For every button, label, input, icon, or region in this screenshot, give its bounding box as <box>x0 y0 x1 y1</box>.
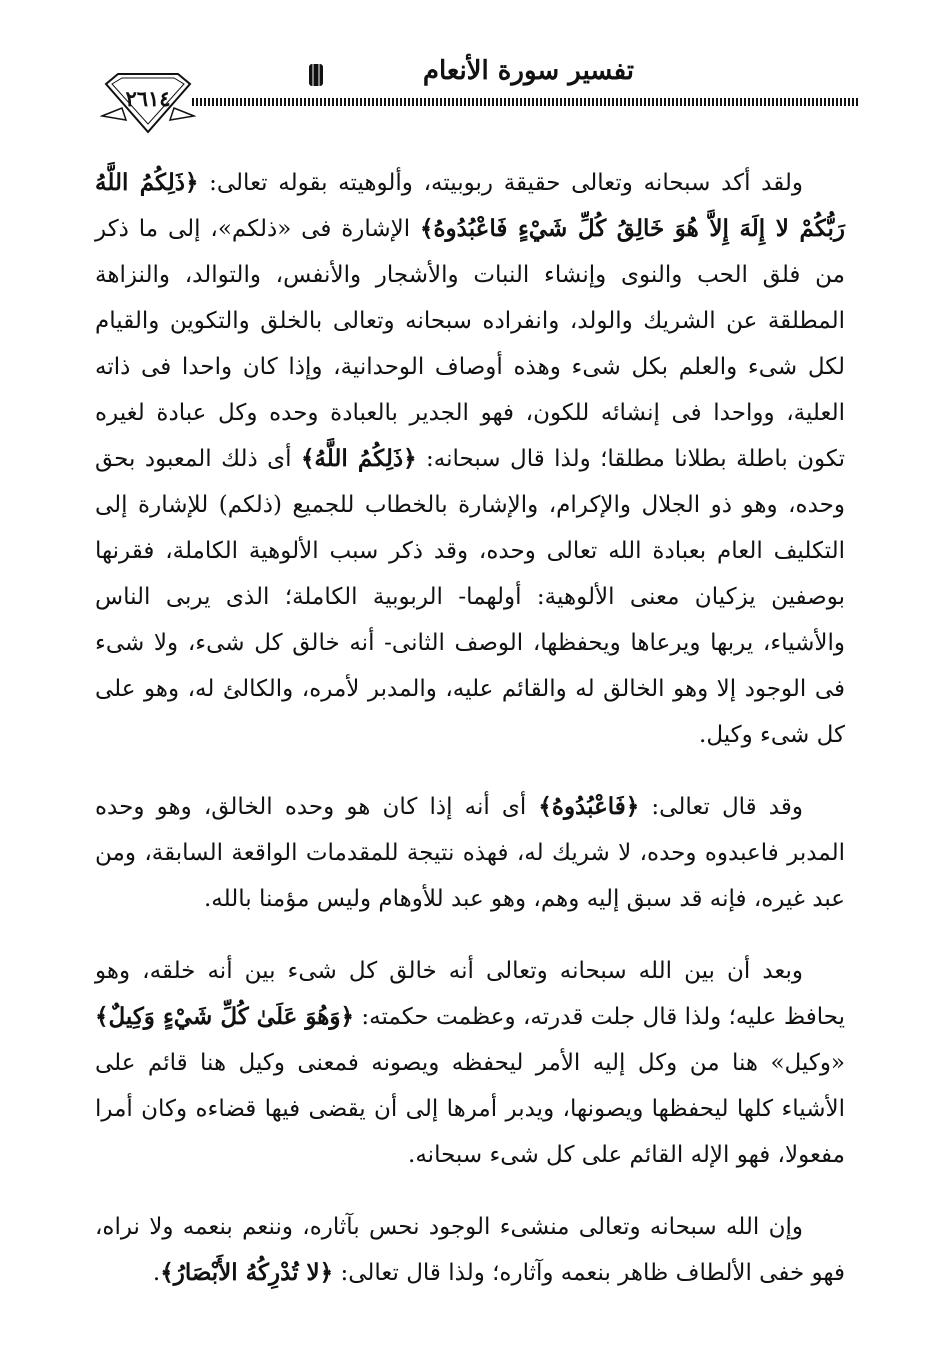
quran-verse: ﴿ذَلِكُمُ اللَّهُ﴾ <box>300 445 417 472</box>
body-text: أى أنه إذا كان هو وحده الخالق، وهو وحده المدبر فاعبدوه وحده، لا شريك له، فهذه نتيجة للمقدمات الواقعة السابقة، ومن عبد غيره، فإنه قد سبق إليه وهم، وهو عبد للأوهام وليس مؤمنا بالله. <box>95 794 845 912</box>
page-header <box>100 52 860 132</box>
body-text: وبعد أن بين الله سبحانه وتعالى أنه خالق كل شىء بين أنه خلقه، وهو يحافظ عليه؛ ولذا قال جلت قدرته، وعظمت حكمته: <box>95 958 845 1030</box>
paragraph <box>95 160 845 758</box>
body-text: «وكيل» هنا من وكل إليه الأمر ليحفظه ويصونه فمعنى وكيل هنا قائم على الأشياء كلها ليحفظها ويصونها، ويدبر أمرها إلى أن يقضى فيها قضاءه وكان أمرا مفعولا، فهو الإله القائم على كل شىء سبحانه. <box>95 1050 845 1168</box>
paragraph <box>95 1204 845 1296</box>
page-body <box>95 160 845 1322</box>
paragraph <box>95 784 845 922</box>
body-text: وإن الله سبحانه وتعالى منشىء الوجود نحس بآثاره، وننعم بنعمه ولا نراه، فهو خفى الألطاف ظاهر بنعمه وآثاره؛ ولذا قال تعالى: <box>95 1214 845 1286</box>
body-text: . <box>152 1260 161 1286</box>
quran-verse: ﴿لا تُدْرِكُهُ الأَبْصَارُ﴾ <box>160 1259 334 1286</box>
quran-verse: ﴿فَاعْبُدُوهُ﴾ <box>538 793 640 820</box>
body-text: الإشارة فى «ذلكم»، إلى ما ذكر من فلق الحب والنوى وإنشاء النبات والأشجار والأنفس، والتوالد، والنزاهة المطلقة عن الشريك والولد، وانفراده سبحانه وتعالى بالخلق والتكوين والقيام لكل شىء والعلم بكل شىء وهذه أوصاف الوحدانية، وإذا كان واحدا فى ذاته العلية، وواحدا فى إنشائه للكون، فهو الجدير بالعبادة وحده وكل عبادة لغيره تكون باطلة بطلانا مطلقا؛ ولذا قال سبحانه: <box>95 216 846 472</box>
header-rule <box>192 98 860 106</box>
quran-verse: ﴿وَهُوَ عَلَىٰ كُلِّ شَيْءٍ وَكِيلٌ﴾ <box>95 1003 354 1030</box>
body-text: ولقد أكد سبحانه وتعالى حقيقة ربوبيته، وألوهيته بقوله تعالى: <box>198 170 803 196</box>
paragraph <box>95 948 845 1178</box>
book-title: تفسير سورة الأنعام <box>422 56 634 86</box>
body-text: وقد قال تعالى: <box>639 794 803 820</box>
body-text: أى ذلك المعبود بحق وحده، وهو ذو الجلال والإكرام، والإشارة بالخطاب للجميع (ذلكم) للإشارة إلى التكليف العام بعبادة الله تعالى وحده، وقد ذكر سبب الألوهية الكاملة، فقرنها بوصفين يزكيان معنى الألوهية: أولهما- الربوبية الكاملة؛ الذى يربى الناس والأشياء، يربها ويرعاها ويحفظها، الوصف الثانى- أنه خالق كل شىء، ولا شىء فى الوجود إلا وهو الخالق له والقائم عليه، والمدبر لأمره، والكالئ له، وهو على كل شىء وكيل. <box>95 446 845 748</box>
quran-verse: ﴿ذَلِكُمُ اللَّهُ رَبُّكُمْ لا إِلَهَ إِلاَّ هُوَ خَالِقُ كُلِّ شَيْءٍ فَاعْبُدُوهُ﴾ <box>95 169 845 242</box>
page-number: ٢٦١٤ <box>125 86 171 111</box>
